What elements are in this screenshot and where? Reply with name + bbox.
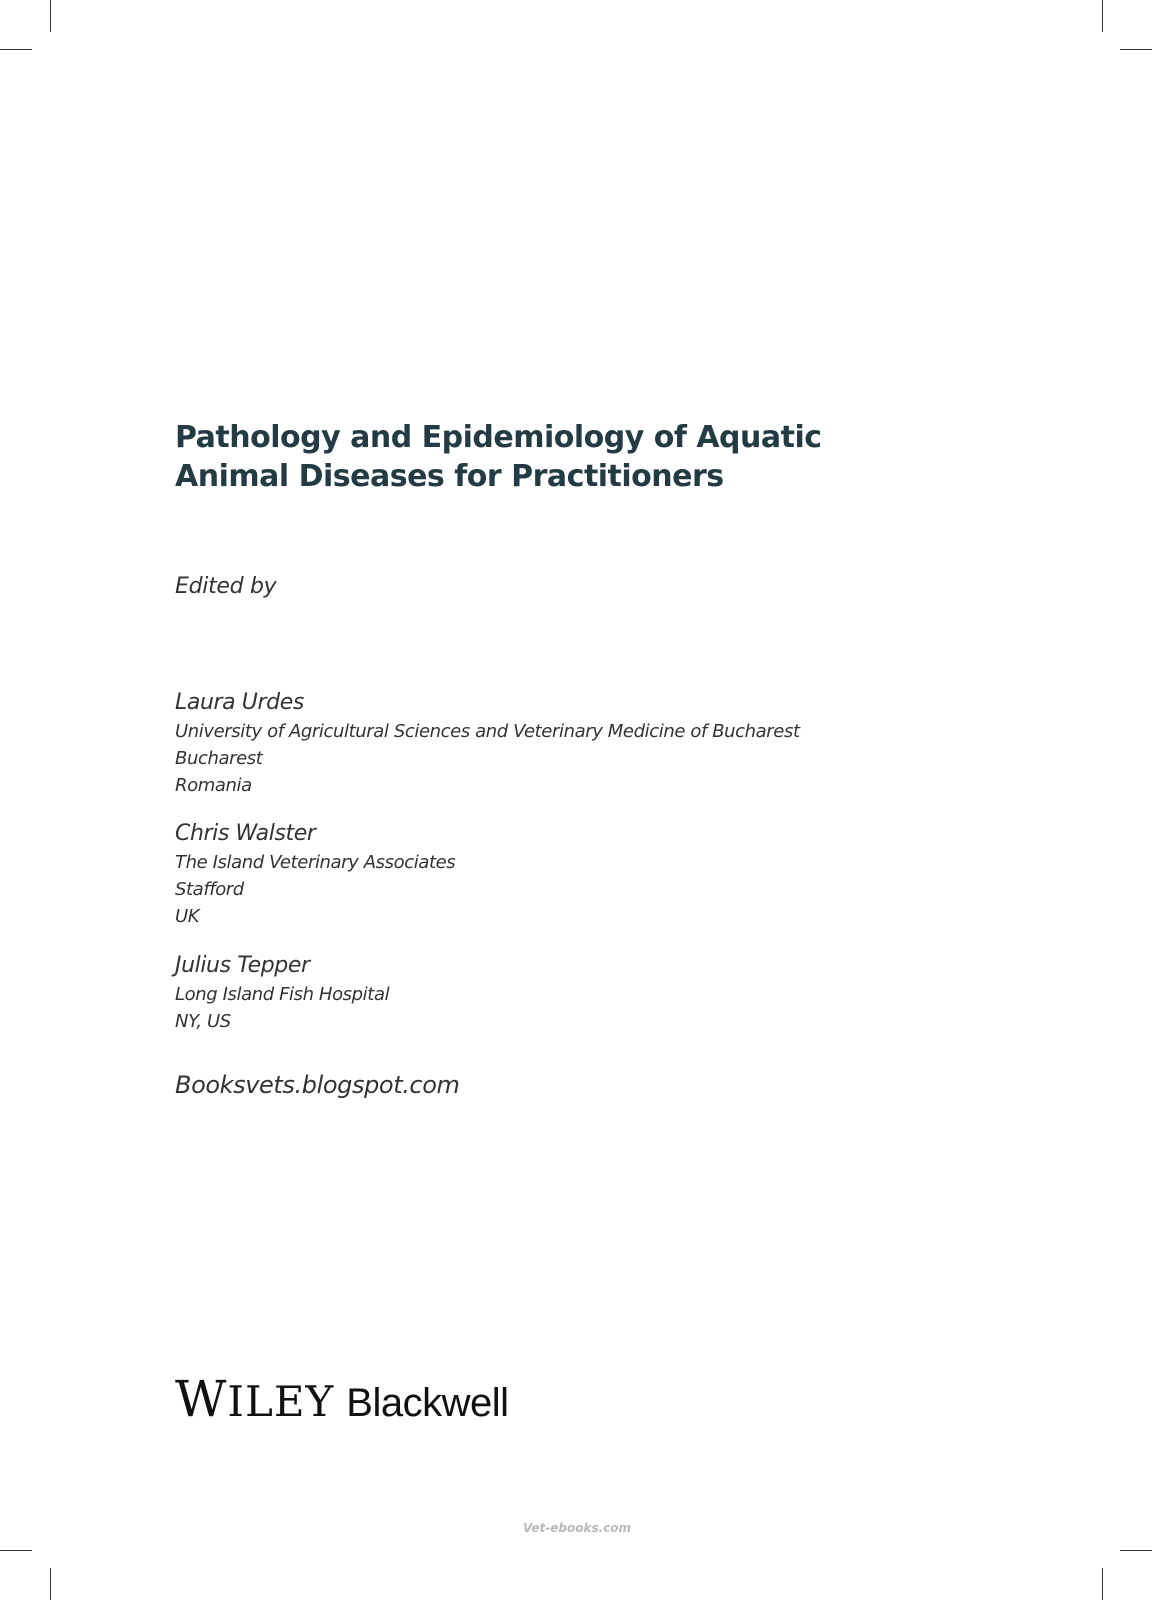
crop-mark-top-right-horizontal: [1120, 49, 1152, 50]
editor-name: Julius Tepper: [175, 953, 310, 978]
wiley-wordmark-rest: ILEY: [227, 1377, 335, 1426]
crop-mark-top-right-vertical: [1102, 0, 1103, 32]
wiley-wordmark: [175, 1370, 334, 1428]
blackwell-wordmark: Blackwell: [346, 1381, 509, 1425]
editor-affiliation-line: The Island Veterinary Associates: [175, 852, 456, 873]
wiley-wordmark-initial: W: [175, 1370, 228, 1428]
editor-affiliation-line: Bucharest: [175, 748, 263, 769]
crop-mark-bottom-right-horizontal: [1120, 1550, 1152, 1551]
website-text: Booksvets.blogspot.com: [175, 1071, 460, 1099]
editor-name: Laura Urdes: [175, 690, 304, 715]
editor-affiliation-line: Long Island Fish Hospital: [175, 984, 390, 1005]
editor-laura-urdes: [175, 688, 800, 799]
editor-chris-walster: [175, 819, 455, 930]
crop-mark-top-left-vertical: [50, 0, 51, 32]
crop-mark-bottom-right-vertical: [1102, 1568, 1103, 1600]
book-title: [175, 418, 822, 496]
editor-affiliation-line: UK: [175, 906, 200, 927]
editor-affiliation-line: NY, US: [175, 1011, 231, 1032]
crop-mark-top-left-horizontal: [0, 49, 32, 50]
editor-name: Chris Walster: [175, 821, 316, 846]
watermark-logo: Vet-ebooks.com: [522, 1521, 632, 1535]
crop-mark-bottom-left-horizontal: [0, 1550, 32, 1551]
publisher-logo: [175, 1370, 509, 1428]
editor-julius-tepper: [175, 951, 389, 1035]
editor-affiliation-line: Romania: [175, 775, 252, 796]
editor-affiliation-line: University of Agricultural Sciences and Veterinary Medicine of Bucharest: [175, 721, 800, 742]
book-title-line-2: Animal Diseases for Practitioners: [175, 459, 724, 494]
crop-mark-bottom-left-vertical: [50, 1568, 51, 1600]
editor-affiliation-line: Stafford: [175, 879, 244, 900]
edited-by-label: Edited by: [175, 574, 277, 599]
book-title-line-1: Pathology and Epidemiology of Aquatic: [175, 420, 822, 455]
